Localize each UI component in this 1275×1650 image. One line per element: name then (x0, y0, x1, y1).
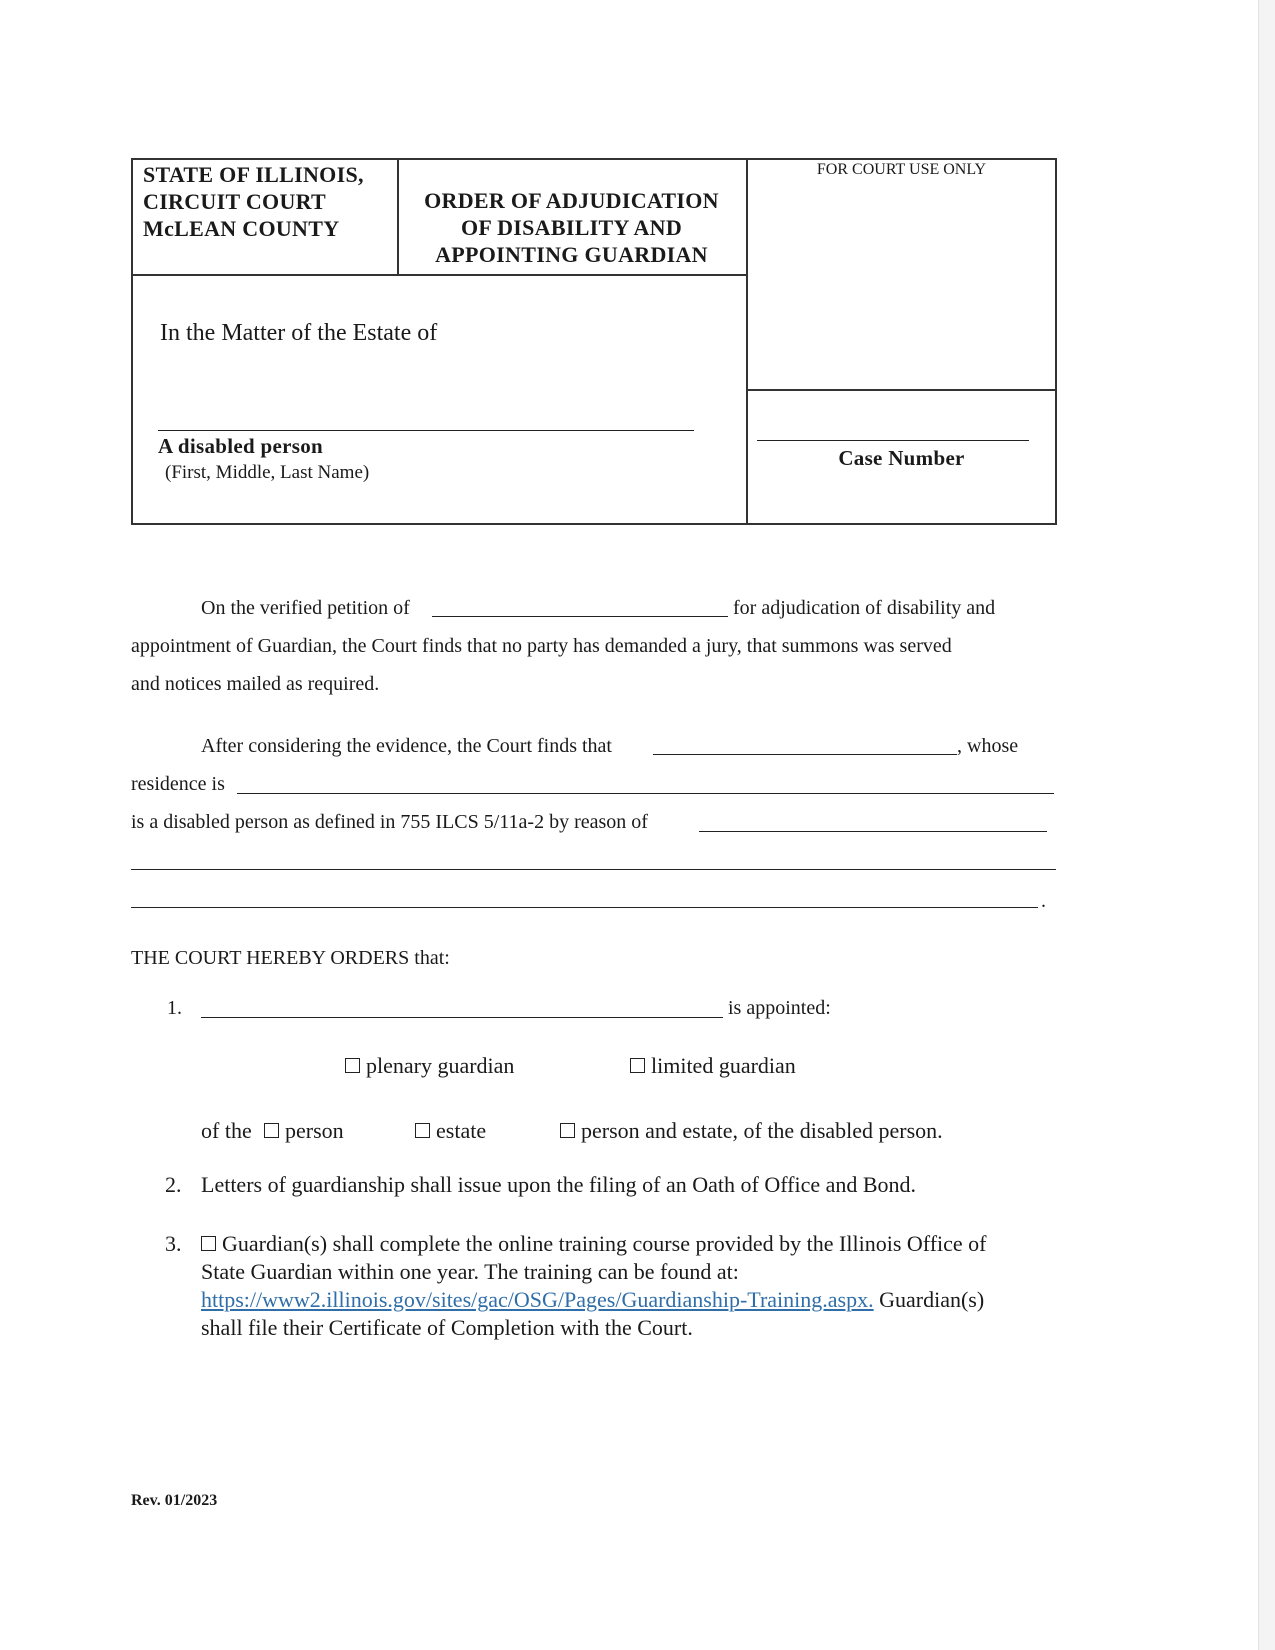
disability-reason-line-2[interactable] (131, 869, 1056, 870)
plenary-label: plenary guardian (366, 1053, 515, 1078)
respondent-name-field[interactable] (158, 430, 694, 431)
court-use-bottom-rule (746, 389, 1057, 391)
limited-checkbox[interactable] (630, 1058, 645, 1073)
person-checkbox[interactable] (264, 1123, 279, 1138)
person-label: person (285, 1118, 344, 1143)
petition-intro: On the verified petition of (201, 597, 410, 619)
estate-option[interactable] (415, 1118, 486, 1144)
estate-checkbox[interactable] (415, 1123, 430, 1138)
training-line-1 (201, 1231, 987, 1257)
person-and-estate-option[interactable] (560, 1118, 943, 1144)
evidence-intro: After considering the evidence, the Court finds that (201, 735, 612, 757)
person-option[interactable] (264, 1118, 344, 1144)
training-link[interactable]: https://www2.illinois.gov/sites/gac/OSG/Pages/Guardianship-Training.aspx. (201, 1287, 874, 1312)
item-2-number: 2. (165, 1172, 182, 1197)
training-line-4: shall file their Certificate of Completion with the Court. (201, 1315, 693, 1340)
court-use-label: FOR COURT USE ONLY (816, 161, 987, 178)
residence-label: residence is (131, 773, 225, 795)
item-3-number: 3. (165, 1231, 182, 1256)
title-line-1: ORDER OF ADJUDICATION (424, 188, 719, 213)
guardian-name-field[interactable] (201, 1017, 723, 1018)
findings-line-2: appointment of Guardian, the Court finds that no party has demanded a jury, that summons was served (131, 635, 952, 657)
disability-reason-field[interactable] (699, 831, 1047, 832)
case-number-field[interactable] (757, 440, 1029, 441)
matter-heading: In the Matter of the Estate of (160, 320, 438, 346)
title-bottom-rule (131, 274, 748, 276)
training-line-3 (201, 1287, 984, 1313)
training-text-1: Guardian(s) shall complete the online training course provided by the Illinois Office of (222, 1231, 987, 1256)
reason-period: . (1041, 890, 1046, 912)
limited-label: limited guardian (651, 1053, 796, 1078)
respondent-field[interactable] (653, 754, 957, 755)
orders-heading: THE COURT HEREBY ORDERS that: (131, 947, 450, 969)
person-estate-label: person and estate, of the disabled person. (581, 1118, 943, 1143)
residence-field[interactable] (237, 793, 1054, 794)
letters-text: Letters of guardianship shall issue upon the filing of an Oath of Office and Bond. (201, 1172, 917, 1197)
plenary-guardian-option[interactable] (345, 1053, 514, 1079)
estate-label: estate (436, 1118, 487, 1143)
plenary-checkbox[interactable] (345, 1058, 360, 1073)
state-line: STATE OF ILLINOIS, (143, 162, 364, 187)
after-link-text: Guardian(s) (873, 1287, 985, 1312)
of-the-label: of the (201, 1118, 252, 1143)
petitioner-field[interactable] (432, 616, 728, 617)
document-title (399, 187, 744, 268)
page-edge (1258, 0, 1275, 1650)
appointed-text: is appointed: (728, 997, 831, 1019)
training-line-2: State Guardian within one year. The training can be found at: (201, 1259, 739, 1284)
case-number-label: Case Number (838, 446, 965, 470)
limited-guardian-option[interactable] (630, 1053, 796, 1079)
disability-definition: is a disabled person as defined in 755 ILCS 5/11a-2 by reason of (131, 811, 648, 833)
name-hint: (First, Middle, Last Name) (165, 462, 370, 483)
petition-purpose: for adjudication of disability and (733, 597, 996, 619)
title-line-2: OF DISABILITY AND (460, 215, 683, 240)
person-estate-checkbox[interactable] (560, 1123, 575, 1138)
court-caption (143, 161, 364, 242)
title-line-3: APPOINTING GUARDIAN (435, 242, 708, 267)
revision-date: Rev. 01/2023 (131, 1492, 218, 1509)
training-checkbox[interactable] (201, 1236, 216, 1251)
county-line: McLEAN COUNTY (143, 216, 340, 241)
whose-text: , whose (957, 735, 1019, 757)
findings-line-3: and notices mailed as required. (131, 673, 380, 695)
disabled-person-label: A disabled person (158, 434, 323, 458)
disability-reason-line-3[interactable] (131, 907, 1038, 908)
circuit-court-line: CIRCUIT COURT (143, 189, 327, 214)
item-1-number: 1. (167, 997, 182, 1019)
